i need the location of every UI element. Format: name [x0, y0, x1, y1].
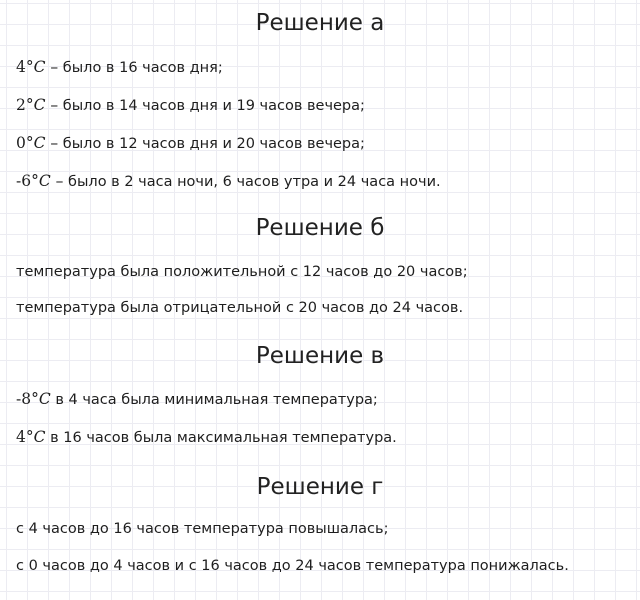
- line-text: было в 16 часов дня;: [58, 60, 223, 76]
- dash: –: [45, 134, 59, 152]
- line-text: было в 14 часов дня и 19 часов вечера;: [58, 98, 365, 114]
- line-text: было в 12 часов дня и 20 часов вечера;: [58, 136, 365, 152]
- dash: –: [45, 58, 59, 76]
- section-b-line-1: температура была положительной с 12 часов до 20 часов;: [16, 264, 468, 280]
- temp-value: 4°: [16, 428, 34, 446]
- section-a-line-1: [16, 57, 636, 78]
- section-a-line-3: [16, 133, 636, 154]
- dash: –: [50, 172, 64, 190]
- section-a-title: Решение а: [255, 10, 385, 36]
- line-text: в 16 часов была максимальная температура.: [45, 430, 397, 446]
- section-d-title: Решение г: [256, 474, 384, 500]
- dash: –: [45, 96, 59, 114]
- temp-unit: C: [33, 134, 46, 152]
- temp-value: 4°: [16, 58, 34, 76]
- section-c-line-1: [16, 389, 636, 410]
- line-text: в 4 часа была минимальная температура;: [50, 392, 378, 408]
- line-text: было в 2 часа ночи, 6 часов утра и 24 часа ночи.: [63, 174, 441, 190]
- temp-unit: C: [38, 172, 51, 190]
- temp-value: 0°: [16, 134, 34, 152]
- temp-unit: C: [38, 390, 51, 408]
- temp-unit: C: [33, 58, 46, 76]
- temp-value: 2°: [16, 96, 34, 114]
- temp-value: -8°: [16, 390, 39, 408]
- section-a-line-4: [16, 171, 636, 192]
- temp-unit: C: [33, 428, 46, 446]
- section-d-line-2: с 0 часов до 4 часов и с 16 часов до 24 часов температура понижалась.: [16, 558, 569, 574]
- section-c-title: Решение в: [255, 343, 385, 369]
- temp-value: -6°: [16, 172, 39, 190]
- section-d-line-1: с 4 часов до 16 часов температура повышалась;: [16, 521, 389, 537]
- temp-unit: C: [33, 96, 46, 114]
- section-b-title: Решение б: [255, 215, 385, 241]
- section-b-line-2: температура была отрицательной с 20 часов до 24 часов.: [16, 300, 464, 316]
- section-c-line-2: [16, 427, 636, 448]
- section-a-line-2: [16, 95, 636, 116]
